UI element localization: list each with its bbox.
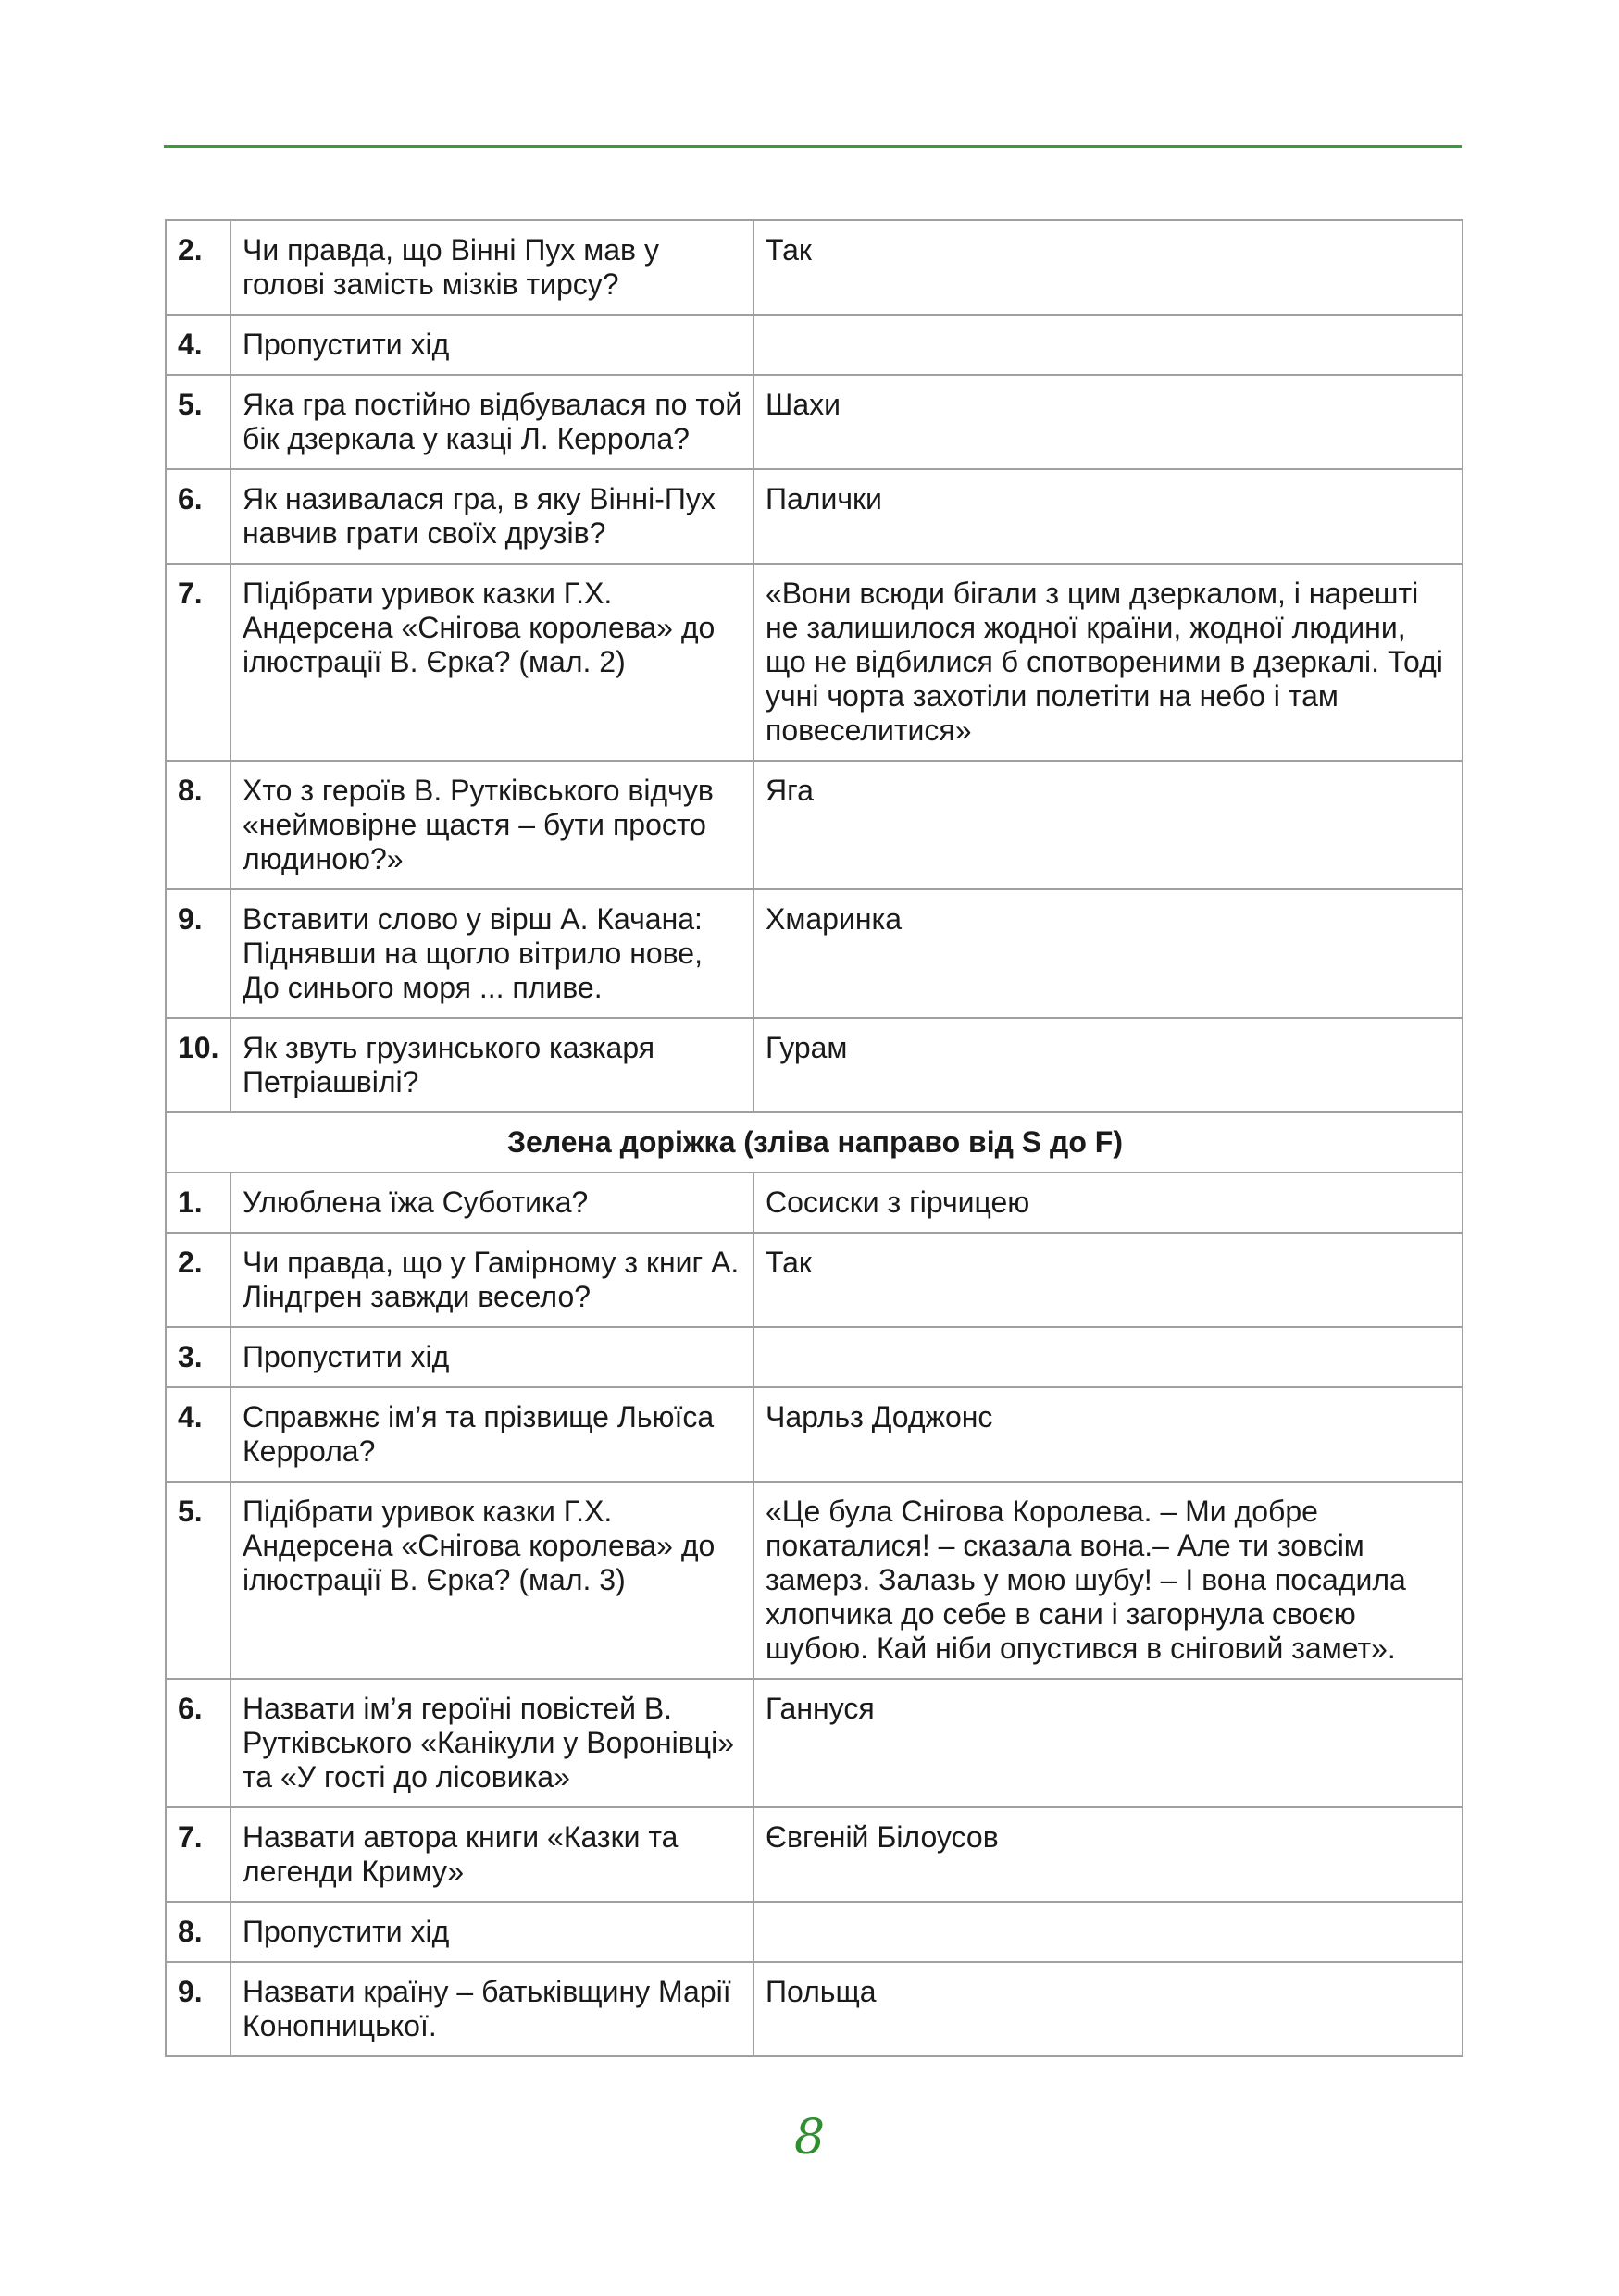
table-row bbox=[166, 1482, 1463, 1679]
answer-cell: Польща bbox=[753, 1962, 1463, 2056]
row-number: 9. bbox=[166, 1962, 230, 2056]
quiz-table-part2 bbox=[166, 1173, 1463, 2056]
question-cell: Назвати автора книги «Казки та легенди Криму» bbox=[230, 1807, 753, 1902]
table-row bbox=[166, 1233, 1463, 1327]
row-number: 8. bbox=[166, 761, 230, 889]
quiz-table bbox=[165, 219, 1463, 2057]
answer-cell: Яга bbox=[753, 761, 1463, 889]
answer-cell: Так bbox=[753, 220, 1463, 315]
row-number: 7. bbox=[166, 1807, 230, 1902]
table-row bbox=[166, 1173, 1463, 1233]
table-row bbox=[166, 1679, 1463, 1807]
answer-cell bbox=[753, 315, 1463, 375]
row-number: 2. bbox=[166, 1233, 230, 1327]
row-number: 3. bbox=[166, 1327, 230, 1387]
row-number: 2. bbox=[166, 220, 230, 315]
question-cell: Чи правда, що у Гамірному з книг А. Ліндгрен завжди весело? bbox=[230, 1233, 753, 1327]
section-header-row bbox=[166, 1112, 1463, 1173]
question-cell: Улюблена їжа Суботика? bbox=[230, 1173, 753, 1233]
quiz-table-part1 bbox=[166, 220, 1463, 1112]
quiz-table-section bbox=[166, 1112, 1463, 1173]
answer-cell: Євгеній Білоусов bbox=[753, 1807, 1463, 1902]
answer-cell bbox=[753, 1327, 1463, 1387]
question-cell: Чи правда, що Вінні Пух мав у голові замість мізків тирсу? bbox=[230, 220, 753, 315]
table-row bbox=[166, 1018, 1463, 1112]
question-cell: Пропустити хід bbox=[230, 1327, 753, 1387]
answer-cell bbox=[753, 1902, 1463, 1962]
question-cell: Як називалася гра, в яку Вінні-Пух навчив грати своїх друзів? bbox=[230, 469, 753, 564]
row-number: 8. bbox=[166, 1902, 230, 1962]
row-number: 9. bbox=[166, 889, 230, 1018]
answer-cell: Шахи bbox=[753, 375, 1463, 469]
question-cell: Вставити слово у вірш А. Качана: Піднявши на щогло вітрило нове, До синього моря ... пливе. bbox=[230, 889, 753, 1018]
row-number: 4. bbox=[166, 1387, 230, 1482]
answer-cell: «Вони всюди бігали з цим дзеркалом, і нарешті не залишилося жодної країни, жодної людини, що не відбилися б спотвореними в дзеркалі. Тоді учні чорта захотіли полетіти на небо і там повеселитися» bbox=[753, 564, 1463, 761]
table-row bbox=[166, 469, 1463, 564]
table-row bbox=[166, 564, 1463, 761]
table-row bbox=[166, 220, 1463, 315]
table-row bbox=[166, 315, 1463, 375]
row-number: 5. bbox=[166, 375, 230, 469]
table-row bbox=[166, 889, 1463, 1018]
answer-cell: Гурам bbox=[753, 1018, 1463, 1112]
question-cell: Справжнє ім’я та прізвище Льюїса Керрола? bbox=[230, 1387, 753, 1482]
row-number: 5. bbox=[166, 1482, 230, 1679]
table-row bbox=[166, 1962, 1463, 2056]
row-number: 10. bbox=[166, 1018, 230, 1112]
question-cell: Назвати країну – батьківщину Марії Конопницької. bbox=[230, 1962, 753, 2056]
question-cell: Підібрати уривок казки Г.Х. Андерсена «Снігова королева» до ілюстрації В. Єрка? (мал. 3) bbox=[230, 1482, 753, 1679]
answer-cell: Чарльз Доджонс bbox=[753, 1387, 1463, 1482]
table-row bbox=[166, 375, 1463, 469]
row-number: 4. bbox=[166, 315, 230, 375]
question-cell: Назвати ім’я героїні повістей В. Рутківського «Канікули у Воронівці» та «У гості до лісовика» bbox=[230, 1679, 753, 1807]
answer-cell: Ганнуся bbox=[753, 1679, 1463, 1807]
table-row bbox=[166, 1327, 1463, 1387]
question-cell: Пропустити хід bbox=[230, 315, 753, 375]
answer-cell: Так bbox=[753, 1233, 1463, 1327]
table-row bbox=[166, 761, 1463, 889]
row-number: 1. bbox=[166, 1173, 230, 1233]
row-number: 6. bbox=[166, 469, 230, 564]
row-number: 6. bbox=[166, 1679, 230, 1807]
section-title: Зелена доріжка (зліва направо від S до F) bbox=[166, 1112, 1463, 1173]
answer-cell: Сосиски з гірчицею bbox=[753, 1173, 1463, 1233]
table-row bbox=[166, 1902, 1463, 1962]
row-number: 7. bbox=[166, 564, 230, 761]
question-cell: Як звуть грузинського казкаря Петріашвілі? bbox=[230, 1018, 753, 1112]
table-row bbox=[166, 1807, 1463, 1902]
answer-cell: «Це була Снігова Королева. – Ми добре покаталися! – сказала вона.– Але ти зовсім замерз. Залазь у мою шубу! – І вона посадила хлопчика до себе в сани і загорнула своєю шубою. Кай ніби опустився в сніговий замет». bbox=[753, 1482, 1463, 1679]
page-number: 8 bbox=[793, 2110, 826, 2166]
question-cell: Хто з героїв В. Рутківського відчув «неймовірне щастя – бути просто людиною?» bbox=[230, 761, 753, 889]
answer-cell: Хмаринка bbox=[753, 889, 1463, 1018]
table-row bbox=[166, 1387, 1463, 1482]
question-cell: Пропустити хід bbox=[230, 1902, 753, 1962]
answer-cell: Палички bbox=[753, 469, 1463, 564]
question-cell: Яка гра постійно відбувалася по той бік дзеркала у казці Л. Керрола? bbox=[230, 375, 753, 469]
header-rule bbox=[164, 145, 1462, 148]
question-cell: Підібрати уривок казки Г.Х. Андерсена «Снігова королева» до ілюстрації В. Єрка? (мал. 2) bbox=[230, 564, 753, 761]
